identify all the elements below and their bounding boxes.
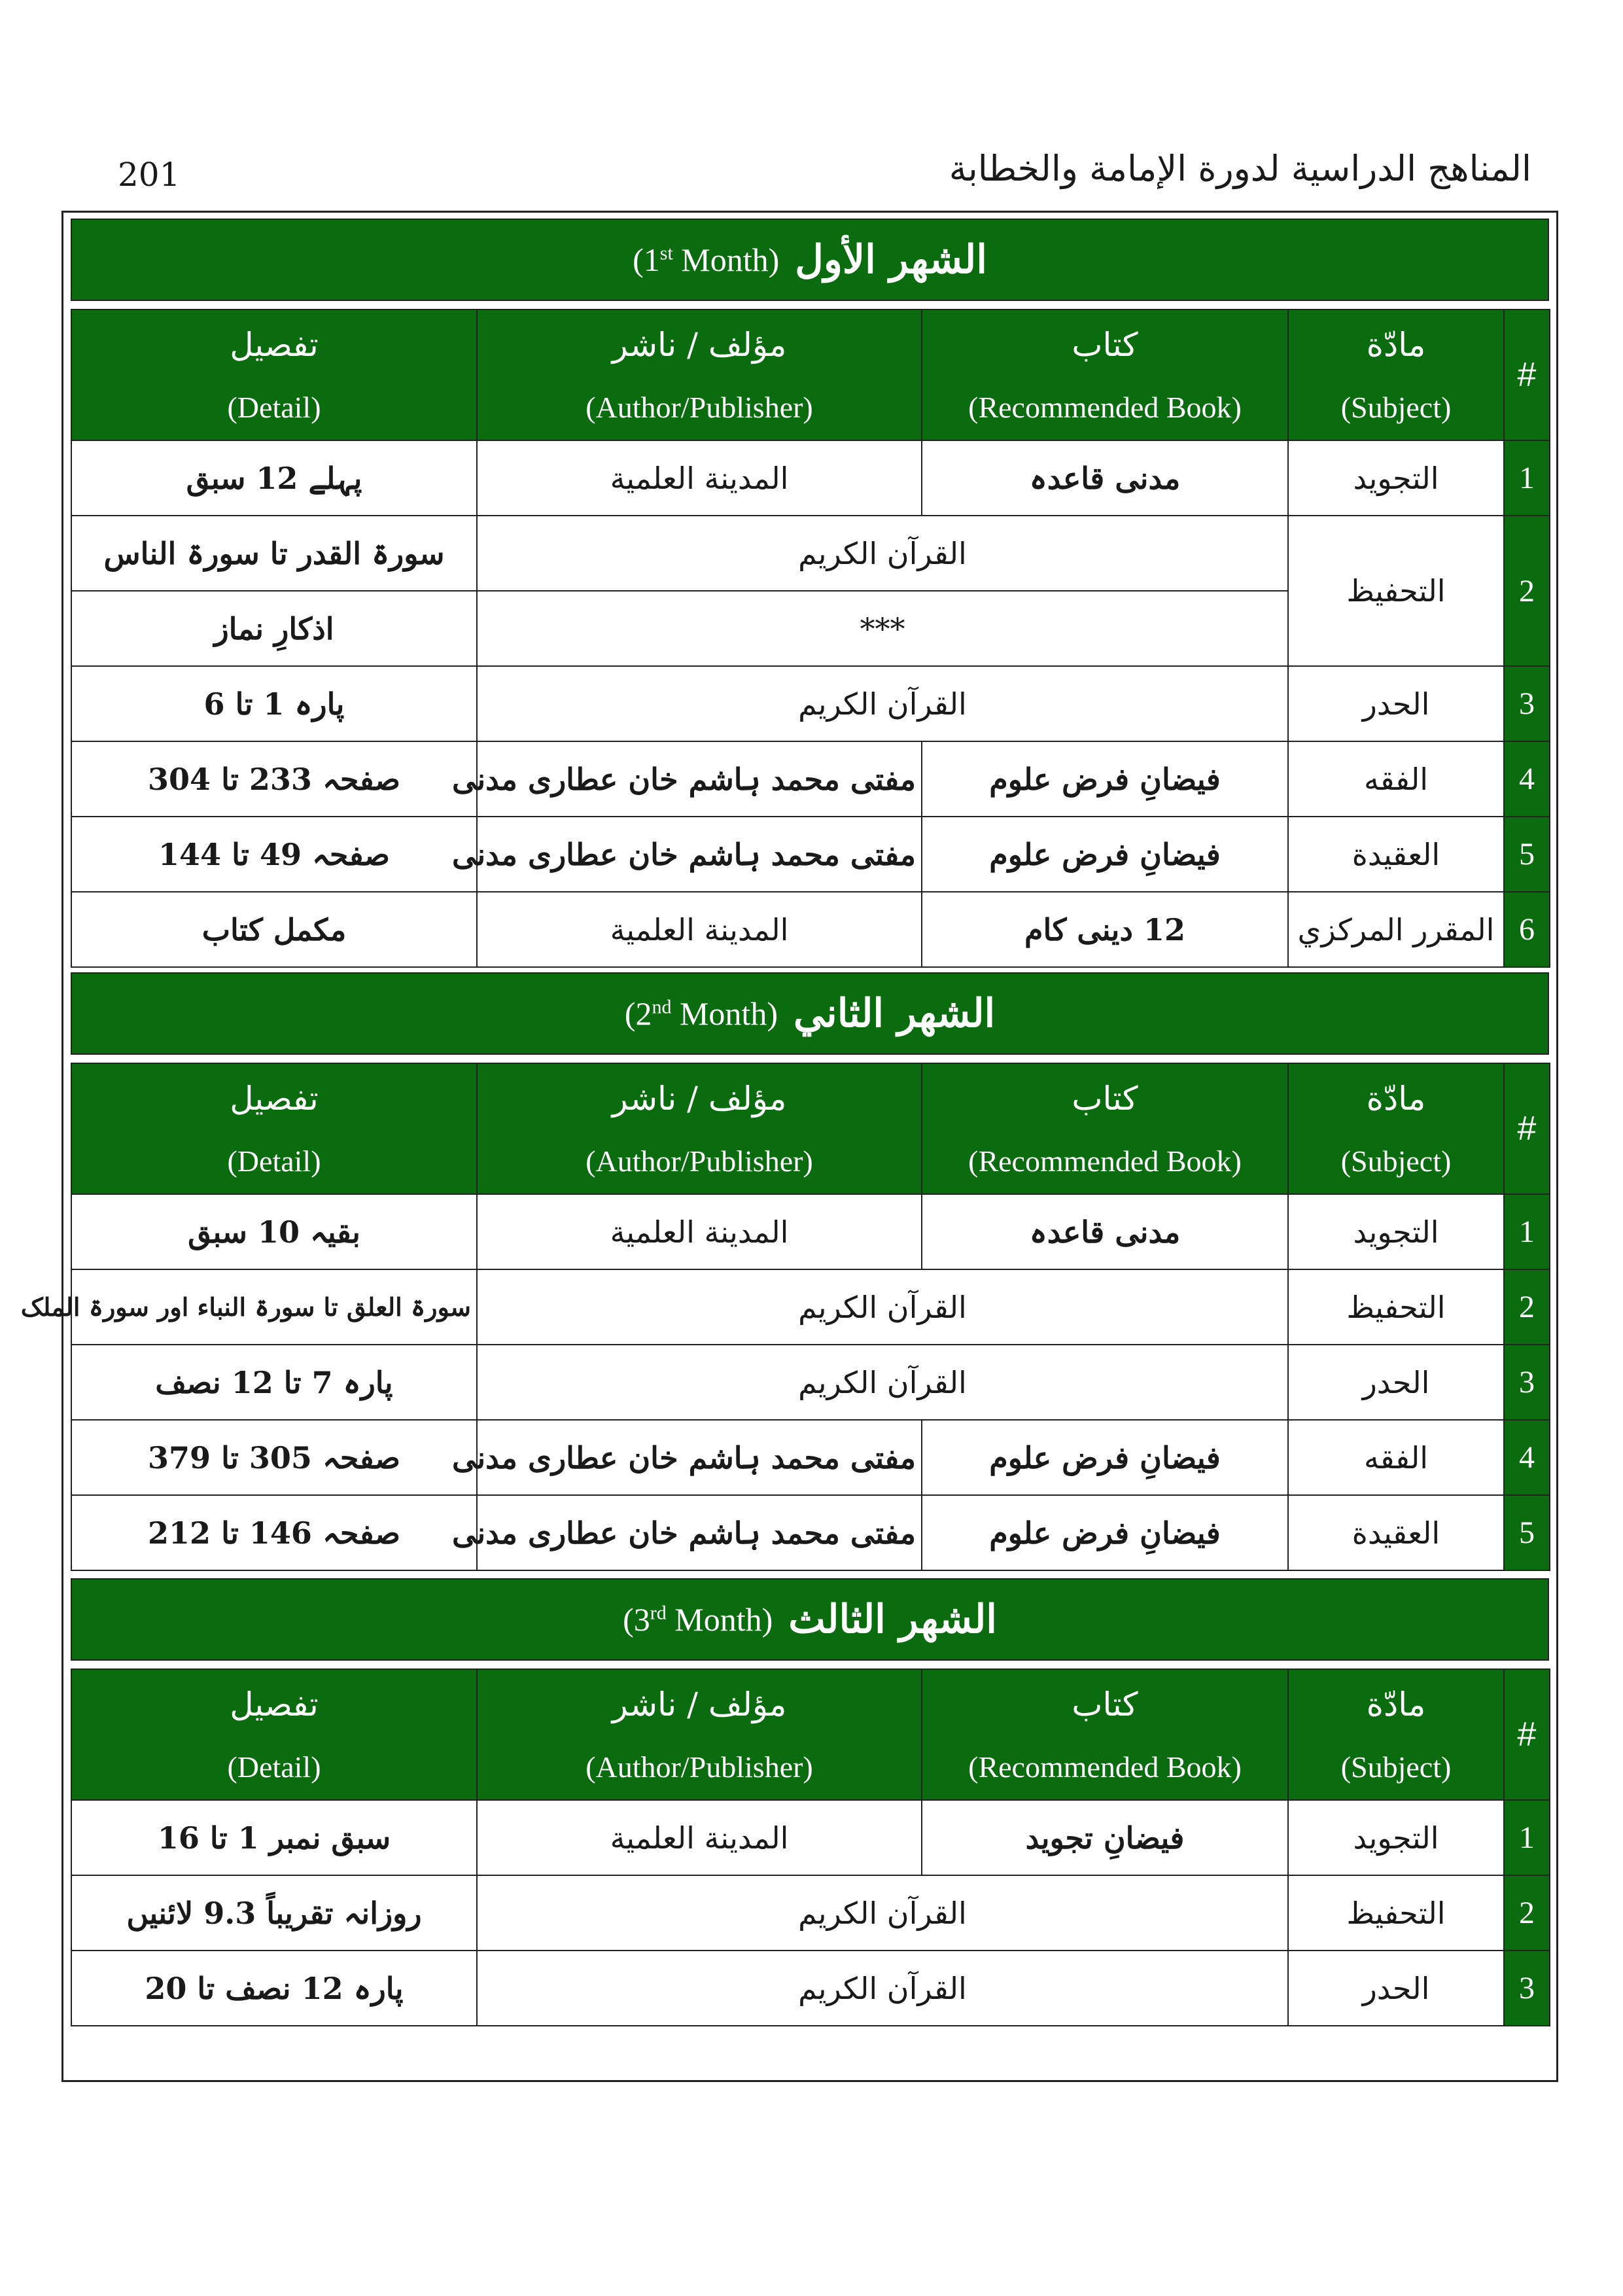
table-row (71, 516, 1550, 591)
book-author-merged-cell: القرآن الكريم (477, 1951, 1288, 2026)
table-row (71, 1495, 1550, 1570)
month-title-en: (2nd Month) (624, 995, 778, 1032)
header-detail: تفصيل (Detail) (71, 1063, 477, 1194)
running-head: المناهج الدراسية لدورة الإمامة والخطابة (949, 148, 1531, 189)
month-title-ar: الشهر الأول (795, 237, 987, 283)
table-row (71, 1194, 1550, 1269)
subject-cell: الفقه (1288, 741, 1504, 817)
table-row (71, 817, 1550, 892)
detail-cell: صفحہ 233 تا 304 (71, 741, 477, 817)
row-number: 1 (1504, 1800, 1550, 1875)
table-header-row (71, 309, 1550, 440)
author-cell: المدينة العلمية (477, 440, 922, 516)
book-cell: 12 دینی کام (922, 892, 1288, 967)
detail-cell: بقیہ 10 سبق (71, 1194, 477, 1269)
row-number: 1 (1504, 1194, 1550, 1269)
header-author: مؤلف / ناشر (Author/Publisher) (477, 309, 922, 440)
header-subject: مادّة (Subject) (1288, 1063, 1504, 1194)
month-banner (71, 972, 1549, 1055)
detail-cell: مکمل کتاب (71, 892, 477, 967)
row-number: 5 (1504, 817, 1550, 892)
table-row (71, 440, 1550, 516)
table-row (71, 1951, 1550, 2026)
table-row (71, 666, 1550, 741)
row-number: 3 (1504, 666, 1550, 741)
header-book: كتاب (Recommended Book) (922, 1063, 1288, 1194)
header-subject: مادّة (Subject) (1288, 1669, 1504, 1800)
table-row (71, 1345, 1550, 1420)
row-number: 4 (1504, 1420, 1550, 1495)
header-num: # (1504, 1063, 1550, 1194)
table-row (71, 1875, 1550, 1951)
subject-cell: العقيدة (1288, 817, 1504, 892)
detail-cell: سورۃ العلق تا سورۃ النباء اور سورۃ الملک (71, 1269, 477, 1345)
row-number: 3 (1504, 1345, 1550, 1420)
author-cell: مفتی محمد ہاشم خان عطاری مدنی (477, 1495, 922, 1570)
month-title-en: (1st Month) (633, 241, 780, 278)
detail-cell: روزانہ تقریباً 9.3 لائنیں (71, 1875, 477, 1951)
curriculum-table (71, 1669, 1550, 2026)
row-number: 5 (1504, 1495, 1550, 1570)
month-title-ar: الشهر الثالث (788, 1597, 997, 1642)
author-cell: مفتی محمد ہاشم خان عطاری مدنی (477, 1420, 922, 1495)
detail-cell: پارہ 1 تا 6 (71, 666, 477, 741)
author-cell: المدينة العلمية (477, 1194, 922, 1269)
book-cell: فیضانِ تجوید (922, 1800, 1288, 1875)
header-subject: مادّة (Subject) (1288, 309, 1504, 440)
table-row (71, 1800, 1550, 1875)
book-cell: فیضانِ فرض علوم (922, 741, 1288, 817)
book-author-merged-cell: القرآن الكريم (477, 516, 1288, 591)
subject-cell: التحفيظ (1288, 1875, 1504, 1951)
row-number: 2 (1504, 1875, 1550, 1951)
detail-cell: سورۃ القدر تا سورۃ الناس (71, 516, 477, 591)
subject-cell: العقيدة (1288, 1495, 1504, 1570)
subject-cell: الفقه (1288, 1420, 1504, 1495)
subject-cell: الحدر (1288, 666, 1504, 741)
table-row (71, 741, 1550, 817)
row-number: 1 (1504, 440, 1550, 516)
month-2-section (20, 972, 1549, 1571)
row-number: 6 (1504, 892, 1550, 967)
detail-cell: سبق نمبر 1 تا 16 (71, 1800, 477, 1875)
subject-cell: الحدر (1288, 1345, 1504, 1420)
month-3-section (71, 1578, 1549, 2026)
table-row (71, 892, 1550, 967)
detail-cell: پارہ 7 تا 12 نصف (71, 1345, 477, 1420)
subject-cell: التجويد (1288, 440, 1504, 516)
row-number: 3 (1504, 1951, 1550, 2026)
detail-cell: صفحہ 49 تا 144 (71, 817, 477, 892)
book-author-merged-cell: القرآن الكريم (477, 1875, 1288, 1951)
curriculum-table (71, 309, 1550, 968)
header-num: # (1504, 1669, 1550, 1800)
page-number: 201 (118, 156, 181, 194)
row-number: 4 (1504, 741, 1550, 817)
table-header-row (71, 1063, 1550, 1194)
author-cell: مفتی محمد ہاشم خان عطاری مدنی (477, 741, 922, 817)
row-number: 2 (1504, 516, 1550, 666)
month-banner (71, 219, 1549, 301)
detail-cell: صفحہ 305 تا 379 (71, 1420, 477, 1495)
month-banner (71, 1578, 1549, 1661)
header-detail: تفصيل (Detail) (71, 1669, 477, 1800)
header-author: مؤلف / ناشر (Author/Publisher) (477, 1063, 922, 1194)
author-cell: مفتی محمد ہاشم خان عطاری مدنی (477, 817, 922, 892)
table-header-row (71, 1669, 1550, 1800)
book-cell: مدنی قاعدہ (922, 440, 1288, 516)
subject-cell: التجويد (1288, 1194, 1504, 1269)
subject-cell: المقرر المركزي (1288, 892, 1504, 967)
book-author-merged-cell: القرآن الكريم (477, 1269, 1288, 1345)
table-row (71, 1269, 1550, 1345)
header-book: كتاب (Recommended Book) (922, 1669, 1288, 1800)
subject-cell: التحفيظ (1288, 516, 1504, 666)
row-number: 2 (1504, 1269, 1550, 1345)
detail-cell: پارہ 12 نصف تا 20 (71, 1951, 477, 2026)
subject-cell: الحدر (1288, 1951, 1504, 2026)
subject-cell: التحفيظ (1288, 1269, 1504, 1345)
detail-cell: پہلے 12 سبق (71, 440, 477, 516)
header-detail: تفصيل (Detail) (71, 309, 477, 440)
book-author-merged-cell: القرآن الكريم (477, 1345, 1288, 1420)
subject-cell: التجويد (1288, 1800, 1504, 1875)
book-author-merged-cell: القرآن الكريم (477, 666, 1288, 741)
book-author-merged-cell: *** (477, 591, 1288, 666)
table-row (71, 1420, 1550, 1495)
book-cell: مدنی قاعدہ (922, 1194, 1288, 1269)
month-1-section (71, 219, 1549, 968)
curriculum-table (20, 1063, 1550, 1571)
book-cell: فیضانِ فرض علوم (922, 1420, 1288, 1495)
book-cell: فیضانِ فرض علوم (922, 1495, 1288, 1570)
month-title-en: (3rd Month) (623, 1601, 773, 1638)
month-title-ar: الشهر الثاني (793, 991, 996, 1036)
header-num: # (1504, 309, 1550, 440)
detail-cell: اذکارِ نماز (71, 591, 477, 666)
author-cell: المدينة العلمية (477, 1800, 922, 1875)
detail-cell: صفحہ 146 تا 212 (71, 1495, 477, 1570)
header-author: مؤلف / ناشر (Author/Publisher) (477, 1669, 922, 1800)
author-cell: المدينة العلمية (477, 892, 922, 967)
book-cell: فیضانِ فرض علوم (922, 817, 1288, 892)
header-book: كتاب (Recommended Book) (922, 309, 1288, 440)
